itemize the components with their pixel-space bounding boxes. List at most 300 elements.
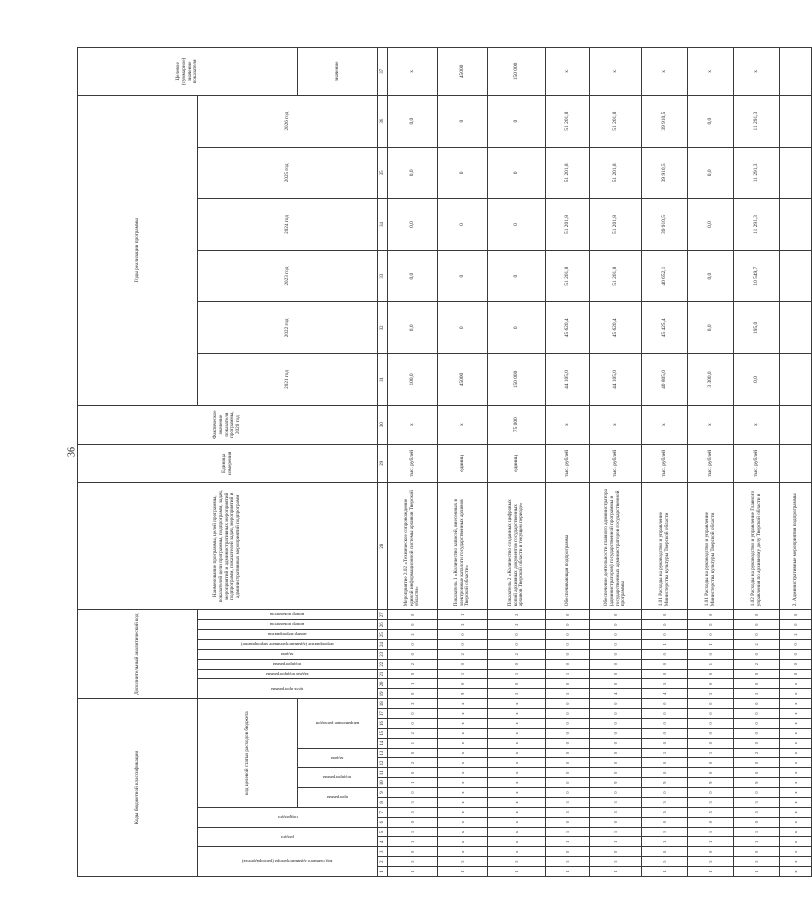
code-cell: 0 — [546, 738, 590, 748]
code-cell: 2 — [388, 659, 438, 669]
code-cell: 1 — [734, 837, 780, 847]
code-cell: 0 — [488, 630, 546, 640]
code-cell: 0 — [734, 679, 780, 689]
column-number: 28 — [378, 483, 388, 610]
code-cell: 0 — [688, 610, 734, 620]
code-cell: 0 — [546, 709, 590, 719]
code-cell: 0 — [388, 640, 438, 650]
code-cell: 0 — [546, 630, 590, 640]
code-cell: 1 — [688, 837, 734, 847]
year-value: 0,0 — [388, 302, 438, 354]
code-cell: х — [438, 807, 488, 817]
code-cell: х — [488, 807, 546, 817]
code-cell: х — [780, 689, 812, 699]
year-value: 150 000 — [488, 354, 546, 406]
code-cell: х — [488, 788, 546, 798]
year-value: 0 — [488, 147, 546, 199]
column-number: 31 — [378, 354, 388, 406]
razdel-header: раздел — [281, 834, 294, 840]
code-cell: 1 — [734, 867, 780, 877]
code-cell: 4 — [590, 689, 642, 699]
column-number: 2 — [378, 857, 388, 867]
year-value: 0 — [488, 302, 546, 354]
code-cell: 0 — [546, 699, 590, 709]
code-cell: 5 — [688, 807, 734, 817]
row-name: 1.01 Расходы на руководство и управление Министерства культуры Тверской области — [642, 483, 688, 610]
row-name: 1.02 Расходы на руководство и управление Главного управления по архивному делу Тверской области в — [734, 483, 780, 610]
code-cell: 2 — [388, 699, 438, 709]
column-number: 14 — [378, 738, 388, 748]
code-cell: 0 — [590, 630, 642, 640]
code-cell: 1 — [388, 778, 438, 788]
column-number: 15 — [378, 728, 388, 738]
code-cell: 5 — [642, 807, 688, 817]
code-cell: 0 — [780, 610, 812, 620]
row-unit: тыс. рублей — [546, 444, 590, 483]
code-cell: 3 — [642, 798, 688, 808]
code-cell: 0 — [590, 719, 642, 729]
row-name: Показатель 2 «Количество созданных цифровых копий архивных документов государственных архивов Тверской области в текущем периоде» — [488, 483, 546, 610]
extra-code-header: Дополнительный аналитический код — [78, 610, 198, 699]
code-cell: 0 — [688, 817, 734, 827]
code-cell: 1 — [488, 669, 546, 679]
code-cell: 0 — [734, 788, 780, 798]
code-cell: 0 — [642, 738, 688, 748]
code-cell: х — [438, 699, 488, 709]
year-value: 51 201,8 — [546, 95, 590, 147]
code-cell: х — [438, 778, 488, 788]
code-cell: 1 — [642, 640, 688, 650]
code-cell: 0 — [734, 620, 780, 630]
year-value: 0 — [488, 199, 546, 251]
code-cell: х — [488, 827, 546, 837]
code-cell: 4 — [642, 689, 688, 699]
row-unit: тыс. рублей — [734, 444, 780, 483]
year-value — [780, 250, 812, 302]
unit-header: Единица измерения — [78, 444, 378, 483]
code-cell: 0 — [388, 709, 438, 719]
code-cell: 1 — [438, 610, 488, 620]
code-cell: 9 — [688, 778, 734, 788]
code-cell: 5 — [590, 807, 642, 817]
code-cell: 0 — [734, 610, 780, 620]
year-value: 51 201,8 — [546, 147, 590, 199]
code-cell: 0 — [546, 719, 590, 729]
code-cell: 5 — [590, 857, 642, 867]
code-cell: 1 — [388, 867, 438, 877]
row-target — [780, 48, 812, 96]
code-cell: х — [438, 827, 488, 837]
code-cell: 0 — [388, 620, 438, 630]
column-number: 17 — [378, 709, 388, 719]
code-cell: 0 — [734, 719, 780, 729]
column-number: 35 — [378, 147, 388, 199]
row-name: Показатель 1 «Количество записей, внесенных в электронные каталоги государственных архивов Тверской области» — [438, 483, 488, 610]
code-cell: х — [438, 798, 488, 808]
year-value: 11 291,3 — [734, 147, 780, 199]
code-cell: 1 — [438, 669, 488, 679]
column-number: 7 — [378, 807, 388, 817]
column-number: 5 — [378, 827, 388, 837]
code-cell: 0 — [642, 768, 688, 778]
code-cell: 0 — [590, 738, 642, 748]
year-value: 45 620,4 — [546, 302, 590, 354]
code-cell: х — [488, 758, 546, 768]
target-sub-header: значение — [298, 48, 378, 96]
code-cell: 5 — [734, 807, 780, 817]
table-row — [642, 48, 688, 877]
year-value — [780, 147, 812, 199]
code-cell: 1 — [590, 867, 642, 877]
code-cell: 5 — [642, 679, 688, 689]
code-cell: 5 — [488, 857, 546, 867]
code-cell: 0 — [388, 669, 438, 679]
row-unit: тыс. рублей — [688, 444, 734, 483]
code-cell: 5 — [546, 807, 590, 817]
year-value: 0,0 — [688, 250, 734, 302]
code-cell: 0 — [734, 738, 780, 748]
column-number: 19 — [378, 689, 388, 699]
column-number: 12 — [378, 758, 388, 768]
row-name: Мероприятие 2.02 «Техническое сопровождение единой информационной системы архивов Тверской области» — [388, 483, 438, 610]
year-value: 0,0 — [734, 354, 780, 406]
year-value: 0,0 — [388, 250, 438, 302]
code-cell: 0 — [388, 768, 438, 778]
code-cell: 5 — [734, 857, 780, 867]
code-cell: 0 — [642, 610, 688, 620]
code-cell: х — [780, 709, 812, 719]
code-cell: 0 — [780, 640, 812, 650]
row-unit: единиц — [488, 444, 546, 483]
code-cell: 0 — [488, 659, 546, 669]
code-cell: 1 — [488, 867, 546, 877]
code-cell: х — [780, 758, 812, 768]
year-value: 39 910,5 — [642, 199, 688, 251]
code-cell: х — [438, 768, 488, 778]
code-cell: х — [488, 798, 546, 808]
column-number: 1 — [378, 867, 388, 877]
year-value: 0 — [488, 250, 546, 302]
year-value: 100,0 — [388, 354, 438, 406]
year-value: 40 805,0 — [642, 354, 688, 406]
row-fact: х — [734, 405, 780, 444]
row-fact: 75 000 — [488, 405, 546, 444]
code-cell: 9 — [642, 778, 688, 788]
code-cell: х — [780, 827, 812, 837]
code-cell: 0 — [590, 699, 642, 709]
code-cell: 0 — [688, 620, 734, 630]
code-cell: 0 — [642, 728, 688, 738]
code-cell: 0 — [590, 659, 642, 669]
code-cell: х — [438, 748, 488, 758]
year-value: 39 910,5 — [642, 95, 688, 147]
year-value: 0,0 — [388, 95, 438, 147]
code-cell: 0 — [388, 689, 438, 699]
code-cell: 0 — [388, 847, 438, 857]
table-row — [590, 48, 642, 877]
code-cell: 2 — [780, 630, 812, 640]
column-number: 20 — [378, 679, 388, 689]
subprogram-header: подпрограмма — [323, 775, 352, 781]
code-cell: 1 — [642, 827, 688, 837]
code-cell: 0 — [642, 788, 688, 798]
code-cell: 3 — [590, 798, 642, 808]
code-cell: 0 — [488, 679, 546, 689]
code-cell: 1 — [688, 827, 734, 837]
code-cell: 0 — [642, 758, 688, 768]
row-name: 2. Административные мероприятия подпрограммы — [780, 483, 812, 610]
code-cell: 0 — [590, 817, 642, 827]
task-code-header: задача — [281, 651, 294, 657]
code-cell: 1 — [546, 837, 590, 847]
code-cell: 0 — [642, 620, 688, 630]
column-number: 37 — [378, 48, 388, 96]
code-cell: х — [780, 798, 812, 808]
target-header: Целевое (суммарное) значение показателя — [78, 48, 298, 96]
code-cell: 1 — [388, 837, 438, 847]
code-cell: 5 — [546, 689, 590, 699]
code-cell: 2 — [488, 649, 546, 659]
row-name: Обеспечение деятельности главного администратора (администраторов) государственной программы и государственных администраторов государственной программы — [590, 483, 642, 610]
column-number: 9 — [378, 788, 388, 798]
code-cell: 0 — [388, 610, 438, 620]
year-value: 45 620,4 — [590, 302, 642, 354]
column-number: 27 — [378, 610, 388, 620]
code-cell: х — [488, 699, 546, 709]
table-row — [688, 48, 734, 877]
code-cell: 2 — [734, 748, 780, 758]
code-cell: 0 — [438, 640, 488, 650]
name-header: Наименование программы, целей программы, показателей цели программы, подпрограмм, задач, мероприятий и административных мероприятий подпрограмм, показателей задач, мероприятий и административных мероприятий подпрограмм — [78, 483, 378, 610]
year-value — [780, 95, 812, 147]
code-cell: 0 — [734, 630, 780, 640]
code-cell: 1 — [734, 827, 780, 837]
code-cell: 0 — [546, 847, 590, 857]
code-cell: х — [780, 699, 812, 709]
code-cell: 9 — [438, 689, 488, 699]
code-cell: 5 — [388, 807, 438, 817]
program-header: программа — [326, 795, 349, 801]
code-cell: 0 — [642, 649, 688, 659]
code-cell: 5 — [642, 857, 688, 867]
code-cell: 0 — [688, 679, 734, 689]
row-target: 150 000 — [488, 48, 546, 96]
code-cell: х — [488, 817, 546, 827]
code-cell: 0 — [546, 768, 590, 778]
podrazdel-header: подраздел — [277, 814, 298, 820]
column-number: 10 — [378, 778, 388, 788]
code-cell: 2 — [438, 649, 488, 659]
program-table — [77, 47, 812, 877]
code-cell: 0 — [546, 778, 590, 788]
code-cell: х — [780, 807, 812, 817]
column-number: 29 — [378, 444, 388, 483]
code-cell: х — [488, 768, 546, 778]
year-value — [780, 302, 812, 354]
code-cell: 1 — [388, 679, 438, 689]
year-value: 44 105,0 — [590, 354, 642, 406]
column-number: 4 — [378, 837, 388, 847]
year-value: 0,0 — [688, 199, 734, 251]
year-value: 0 — [488, 95, 546, 147]
code-cell: 0 — [688, 788, 734, 798]
code-cell: 0 — [780, 620, 812, 630]
column-number: 26 — [378, 620, 388, 630]
row-target: х — [546, 48, 590, 96]
code-cell: х — [780, 748, 812, 758]
code-cell: 0 — [546, 649, 590, 659]
year-value: 3 300,0 — [688, 354, 734, 406]
code-cell: 0 — [734, 847, 780, 857]
code-cell: 0 — [642, 709, 688, 719]
column-number: 22 — [378, 659, 388, 669]
indicator-2-header: номер показателя — [270, 612, 305, 618]
year-value: 0,0 — [688, 147, 734, 199]
year-header-2022: 2022 год — [198, 302, 378, 354]
row-fact: х — [546, 405, 590, 444]
column-number: 33 — [378, 250, 388, 302]
code-cell: 0 — [488, 640, 546, 650]
code-cell: 0 — [546, 610, 590, 620]
column-number: 36 — [378, 95, 388, 147]
code-cell: 0 — [590, 728, 642, 738]
row-fact: х — [590, 405, 642, 444]
year-value: 0,0 — [388, 147, 438, 199]
table-row — [546, 48, 590, 877]
code-cell: 0 — [590, 610, 642, 620]
code-cell: 1 — [642, 748, 688, 758]
code-cell: 0 — [734, 669, 780, 679]
column-number: 34 — [378, 199, 388, 251]
code-cell: х — [780, 837, 812, 847]
row-name: Обеспечивающая подпрограмма — [546, 483, 590, 610]
row-unit — [780, 444, 812, 483]
code-cell: 0 — [642, 699, 688, 709]
code-cell: 3 — [734, 798, 780, 808]
code-cell: 0 — [642, 630, 688, 640]
measure-header: мероприятие (административное мероприятие) — [241, 642, 334, 648]
code-cell: 0 — [546, 620, 590, 630]
column-number: 8 — [378, 798, 388, 808]
year-value: 0 — [438, 199, 488, 251]
code-cell: 0 — [590, 748, 642, 758]
year-value: 0,0 — [688, 302, 734, 354]
code-cell: 0 — [642, 719, 688, 729]
admin-code-header: код главного администратора (распорядителя) — [242, 859, 333, 865]
code-cell: 1 — [546, 827, 590, 837]
code-cell: 1 — [546, 867, 590, 877]
code-cell: 0 — [388, 788, 438, 798]
year-value: 0,0 — [388, 199, 438, 251]
code-cell: х — [780, 788, 812, 798]
year-header-2023: 2023 год — [198, 250, 378, 302]
code-cell: 0 — [388, 748, 438, 758]
code-cell: 0 — [590, 640, 642, 650]
code-cell: х — [438, 738, 488, 748]
code-cell: 0 — [688, 719, 734, 729]
program-code-header: подпрограмма — [273, 661, 302, 667]
row-unit: тыс. рублей — [590, 444, 642, 483]
year-value: 0,0 — [688, 95, 734, 147]
row-unit: тыс. рублей — [388, 444, 438, 483]
column-number: 11 — [378, 768, 388, 778]
year-value: 44 105,0 — [546, 354, 590, 406]
column-numbers-row — [378, 48, 388, 877]
row-target: х — [688, 48, 734, 96]
column-number: 6 — [378, 817, 388, 827]
code-cell: 0 — [590, 758, 642, 768]
code-cell: 5 — [734, 689, 780, 699]
code-cell: 3 — [546, 798, 590, 808]
code-cell: 0 — [642, 817, 688, 827]
year-value: 11 291,3 — [734, 199, 780, 251]
task-header: задача — [331, 755, 344, 761]
code-cell: 1 — [642, 837, 688, 847]
code-cell: х — [780, 857, 812, 867]
code-cell: 0 — [438, 630, 488, 640]
column-number: 18 — [378, 699, 388, 709]
code-cell: 1 — [688, 659, 734, 669]
code-cell: 9 — [590, 778, 642, 788]
code-cell: 0 — [546, 748, 590, 758]
activity-direction-header: направление расходов — [315, 721, 360, 727]
code-cell: 0 — [688, 768, 734, 778]
code-cell: 1 — [388, 738, 438, 748]
code-cell: 2 — [438, 620, 488, 630]
code-cell: 0 — [546, 817, 590, 827]
goal-task-header: задача подпрограммы — [266, 671, 309, 677]
code-cell: 0 — [688, 758, 734, 768]
code-cell: 1 — [688, 867, 734, 877]
row-target: х — [734, 48, 780, 96]
code-cell: 3 — [688, 798, 734, 808]
year-value: 45000 — [438, 354, 488, 406]
rotated-page — [77, 47, 798, 877]
code-cell: 0 — [590, 669, 642, 679]
code-cell: 0 — [438, 679, 488, 689]
code-cell: 0 — [688, 728, 734, 738]
code-cell: х — [488, 748, 546, 758]
code-cell: 0 — [688, 649, 734, 659]
code-cell: 5 — [688, 689, 734, 699]
code-cell: 0 — [688, 709, 734, 719]
year-value: 51 201,8 — [546, 250, 590, 302]
year-value: 51 201,8 — [546, 199, 590, 251]
code-cell: 5 — [438, 857, 488, 867]
code-cell: х — [780, 768, 812, 778]
page-number: 36 — [66, 447, 78, 457]
row-target: х — [590, 48, 642, 96]
goal-header: цель программы — [271, 686, 304, 692]
row-fact — [780, 405, 812, 444]
year-value: 0 — [438, 250, 488, 302]
code-cell: 0 — [590, 768, 642, 778]
year-value: 51 201,8 — [590, 95, 642, 147]
code-cell: х — [488, 709, 546, 719]
year-value: 11 291,3 — [734, 95, 780, 147]
row-unit: тыс. рублей — [642, 444, 688, 483]
year-value: 40 652,1 — [642, 250, 688, 302]
year-value — [780, 354, 812, 406]
code-cell: 5 — [488, 689, 546, 699]
code-cell: 3 — [388, 798, 438, 808]
code-cell: х — [488, 837, 546, 847]
code-cell: 2 — [488, 620, 546, 630]
code-cell: 0 — [734, 728, 780, 738]
code-cell: х — [438, 817, 488, 827]
code-cell: 0 — [546, 640, 590, 650]
code-cell: 5 — [388, 857, 438, 867]
